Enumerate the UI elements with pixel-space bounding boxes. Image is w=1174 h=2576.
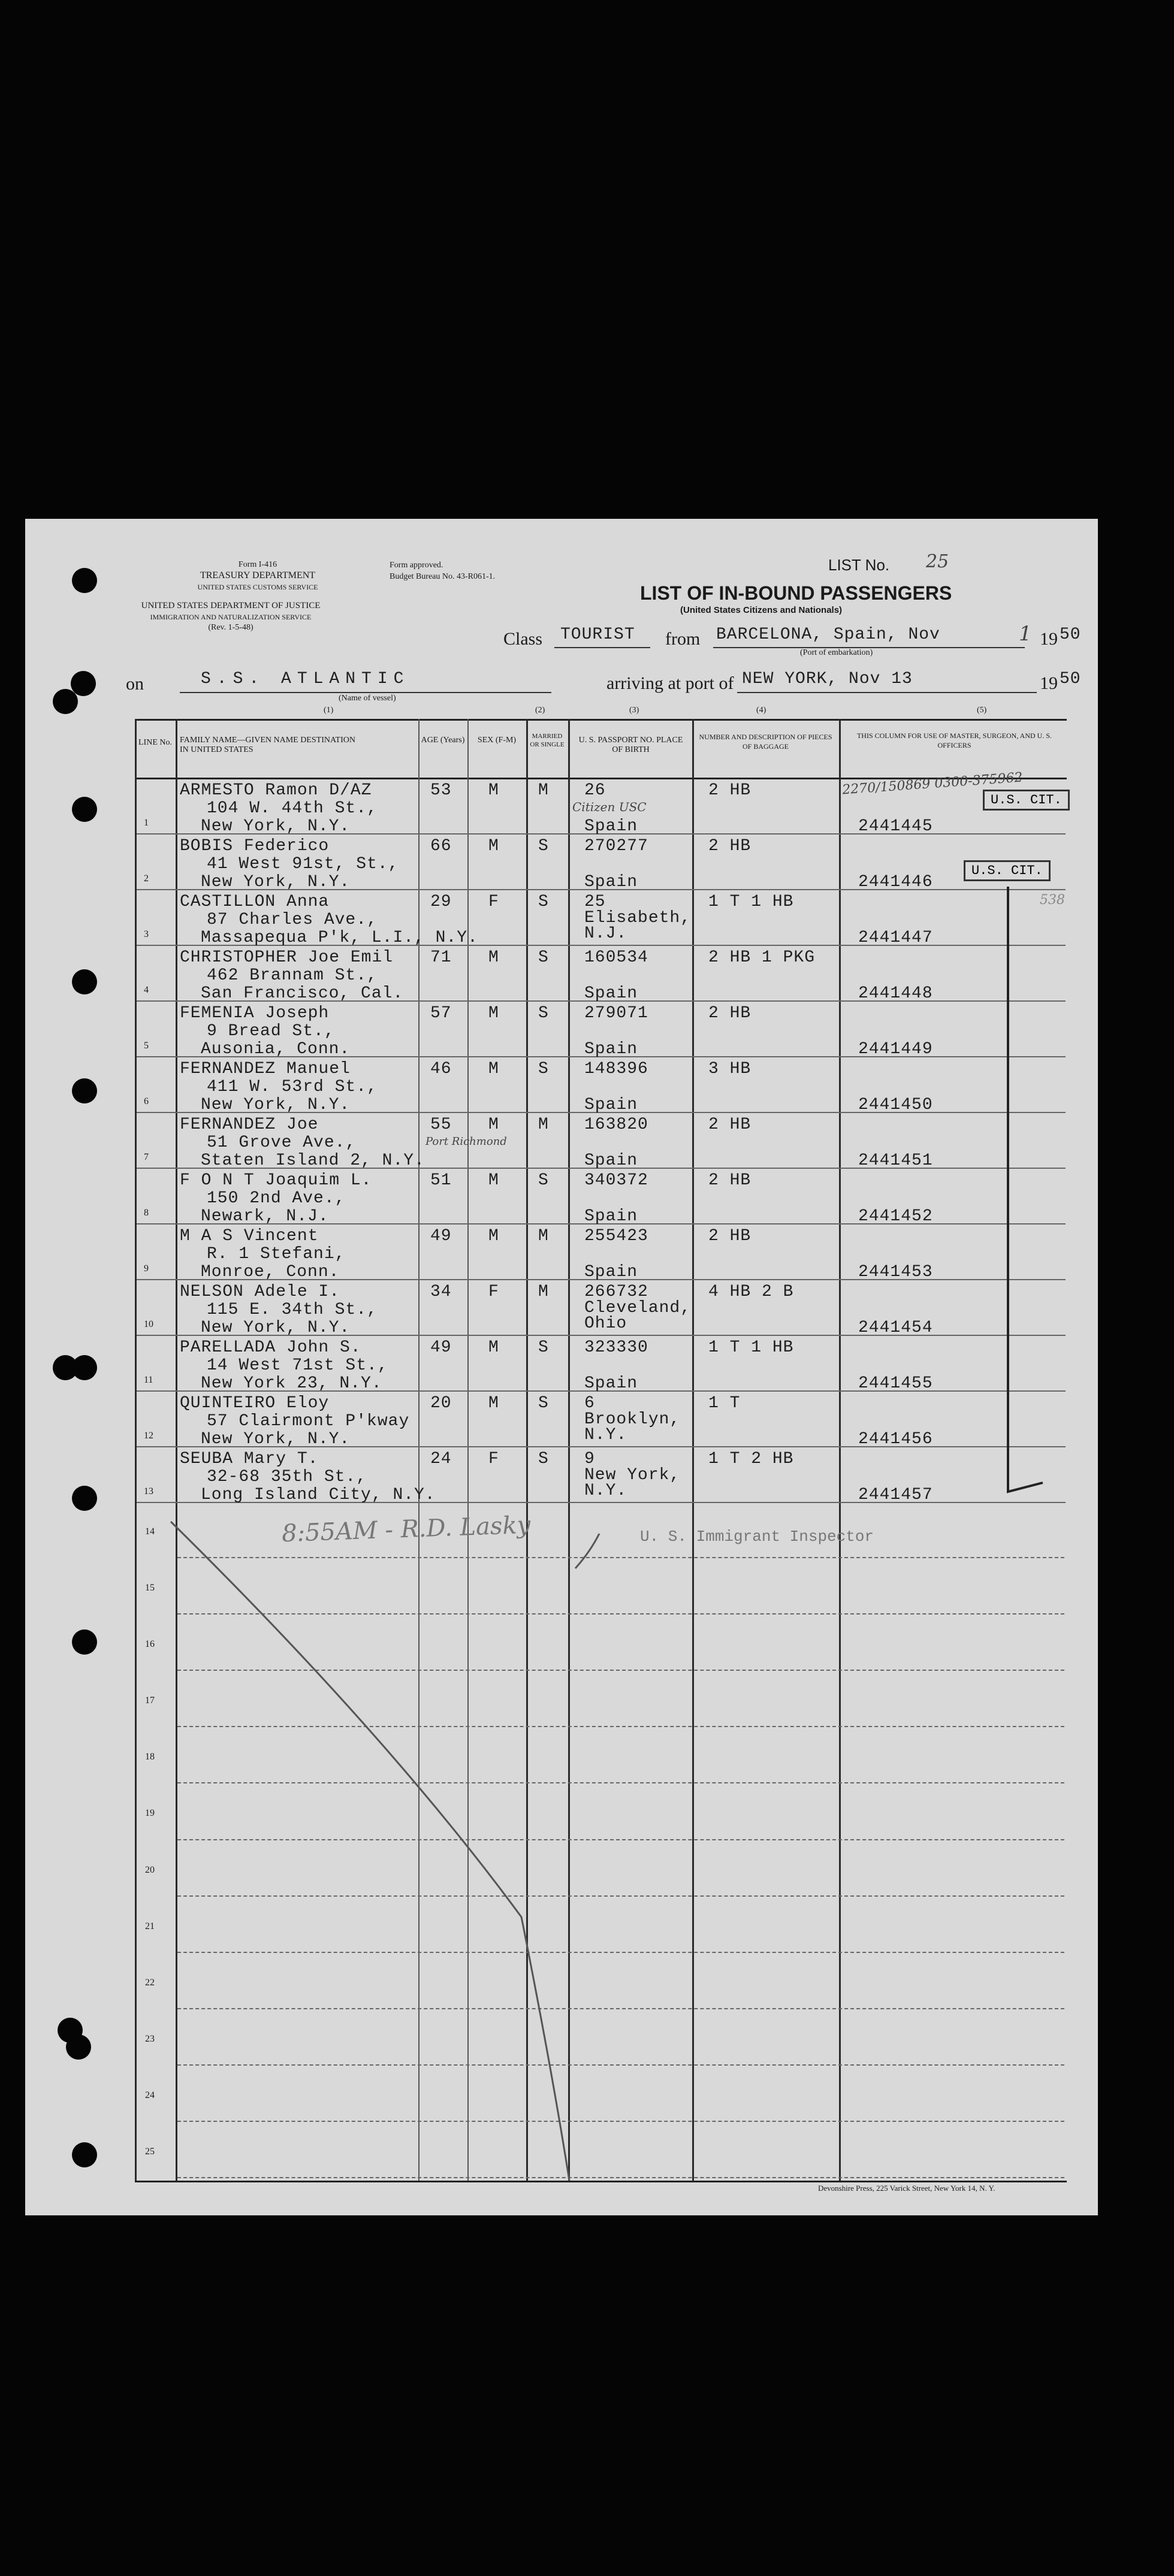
from-day: 1 <box>1019 622 1032 646</box>
passenger-address-city: Long Island City, N.Y. <box>201 1486 436 1504</box>
inspector-title: U. S. Immigrant Inspector <box>640 1528 874 1546</box>
officer-number: 2441452 <box>858 1207 933 1226</box>
citizen-stamp: U.S. CIT. <box>983 790 1070 811</box>
line-number: 10 <box>144 1319 153 1329</box>
from-year: 50 <box>1060 625 1081 644</box>
line-number: 20 <box>145 1864 155 1875</box>
passenger-sex: F <box>488 893 499 911</box>
line-number: 24 <box>145 2090 155 2100</box>
passport-number: 340372 <box>584 1171 648 1190</box>
line-number: 5 <box>144 1041 149 1051</box>
passenger-age: 24 <box>430 1450 452 1468</box>
passenger-name: F O N T Joaquim L. <box>180 1171 372 1190</box>
passenger-name: FERNANDEZ Manuel <box>180 1060 351 1078</box>
passenger-address-street: 41 West 91st, St., <box>207 855 399 873</box>
passenger-address-city: New York, N.Y. <box>201 1096 351 1114</box>
passenger-address-city: New York, N.Y. <box>201 817 351 836</box>
officer-number: 2441456 <box>858 1430 933 1449</box>
passport-number: 270277 <box>584 837 648 855</box>
passenger-sex: M <box>488 1171 499 1190</box>
page-subtitle: (United States Citizens and Nationals) <box>680 605 843 615</box>
customs-service: UNITED STATES CUSTOMS SERVICE <box>197 583 318 591</box>
officer-number: 2441453 <box>858 1263 933 1281</box>
line-number: 14 <box>145 1526 155 1537</box>
passenger-name: NELSON Adele I. <box>180 1283 340 1301</box>
page-title: LIST OF IN-BOUND PASSENGERS <box>640 582 952 604</box>
line-number: 3 <box>144 929 149 939</box>
col-num-5: (5) <box>977 706 987 715</box>
passenger-sex: M <box>488 1004 499 1023</box>
line-number: 13 <box>144 1486 153 1496</box>
officer-number: 2441448 <box>858 984 933 1003</box>
passenger-age: 49 <box>430 1338 452 1357</box>
line-number: 23 <box>145 2033 155 2044</box>
budget-bureau: Budget Bureau No. 43-R061-1. <box>390 572 496 581</box>
passenger-sex: M <box>488 1338 499 1357</box>
passenger-name: FERNANDEZ Joe <box>180 1115 319 1134</box>
baggage-description: 1 T 2 HB <box>708 1450 794 1468</box>
passenger-sex: M <box>488 1394 499 1413</box>
baggage-description: 1 T 1 HB <box>708 893 794 911</box>
officer-number: 2441446 <box>858 873 933 891</box>
header-passport: U. S. PASSPORT NO. PLACE OF BIRTH <box>578 736 683 754</box>
passenger-address-city: New York 23, N.Y. <box>201 1374 382 1393</box>
arriving-label: arriving at port of <box>606 673 734 693</box>
passport-number: 255423 <box>584 1227 648 1245</box>
col-num-2: (2) <box>535 706 545 715</box>
passenger-marital: S <box>538 837 549 855</box>
line-number: 6 <box>144 1096 149 1106</box>
officer-number: 2441447 <box>858 929 933 947</box>
passenger-marital: S <box>538 1004 549 1023</box>
from-value: BARCELONA, Spain, Nov <box>716 625 940 644</box>
place-of-birth: Spain <box>584 873 638 891</box>
passenger-address-street: R. 1 Stefani, <box>207 1245 346 1263</box>
passenger-age: 29 <box>430 893 452 911</box>
line-number: 11 <box>144 1375 153 1385</box>
place-of-birth: Spain <box>584 1151 638 1170</box>
passport-number: 163820 <box>584 1115 648 1134</box>
passenger-name: PARELLADA John S. <box>180 1338 361 1357</box>
passenger-age: 57 <box>430 1004 452 1023</box>
baggage-description: 2 HB <box>708 1115 752 1134</box>
passenger-sex: M <box>488 837 499 855</box>
baggage-description: 2 HB <box>708 1227 752 1245</box>
line-number: 8 <box>144 1208 149 1218</box>
line-number: 2 <box>144 873 149 884</box>
passenger-marital: M <box>538 1227 549 1245</box>
header-age: AGE (Years) <box>421 736 465 745</box>
form-approved: Form approved. <box>390 561 443 570</box>
passport-number: 6 <box>584 1394 595 1413</box>
passenger-address-city: Newark, N.J. <box>201 1207 329 1226</box>
passenger-sex: M <box>488 781 499 800</box>
arrival-value: NEW YORK, Nov 13 <box>742 670 913 688</box>
passenger-name: ARMESTO Ramon D/AZ <box>180 781 372 800</box>
passport-number: 279071 <box>584 1004 648 1023</box>
class-value: TOURIST <box>560 625 635 644</box>
passenger-marital: S <box>538 1450 549 1468</box>
passenger-address-street: 51 Grove Ave., <box>207 1133 357 1152</box>
passenger-address-city: New York, N.Y. <box>201 1319 351 1337</box>
officer-number: 2441455 <box>858 1374 933 1393</box>
passenger-marital: M <box>538 1115 549 1134</box>
from-label: from <box>665 629 701 649</box>
revision: (Rev. 1-5-48) <box>208 623 253 632</box>
passenger-marital: S <box>538 1338 549 1357</box>
officer-number: 2441450 <box>858 1096 933 1114</box>
passenger-address-city: Staten Island 2, N.Y. <box>201 1151 425 1170</box>
passenger-sex: M <box>488 1115 499 1134</box>
passenger-marital: S <box>538 1171 549 1190</box>
class-label: Class <box>503 629 543 649</box>
passenger-marital: M <box>538 1283 549 1301</box>
passenger-address-street: 411 W. 53rd St., <box>207 1078 378 1096</box>
passenger-name: BOBIS Federico <box>180 837 330 855</box>
line-number: 1 <box>144 818 149 828</box>
col-num-4: (4) <box>756 706 766 715</box>
passport-number: 148396 <box>584 1060 648 1078</box>
passenger-address-city: New York, N.Y. <box>201 1430 351 1449</box>
line-number: 15 <box>145 1583 155 1594</box>
list-number: 25 <box>926 551 949 572</box>
port-richmond-note: Port Richmond <box>425 1135 507 1148</box>
passenger-address-city: Massapequa P'k, L.I., N.Y. <box>201 929 478 947</box>
passenger-address-street: 9 Bread St., <box>207 1022 335 1041</box>
baggage-description: 1 T <box>708 1394 741 1413</box>
place-of-birth: Brooklyn, N.Y. <box>584 1410 681 1444</box>
citizen-stamp: U.S. CIT. <box>964 860 1051 881</box>
place-of-birth: Elisabeth, N.J. <box>584 909 692 943</box>
passenger-sex: M <box>488 1227 499 1245</box>
place-of-birth: Spain <box>584 984 638 1003</box>
officer-number: 2441445 <box>858 817 933 836</box>
baggage-description: 2 HB <box>708 1171 752 1190</box>
place-of-birth: Spain <box>584 1374 638 1393</box>
baggage-description: 2 HB <box>708 1004 752 1023</box>
header-baggage: NUMBER AND DESCRIPTION OF PIECES OF BAGGAGE <box>699 733 832 751</box>
passenger-age: 51 <box>430 1171 452 1190</box>
passenger-address-street: 57 Clairmont P'kway <box>207 1412 410 1431</box>
on-label: on <box>126 674 144 694</box>
passenger-address-street: 104 W. 44th St., <box>207 799 378 818</box>
passenger-age: 34 <box>430 1283 452 1301</box>
passenger-marital: S <box>538 948 549 967</box>
place-of-birth: Cleveland, Ohio <box>584 1299 692 1333</box>
passenger-sex: M <box>488 948 499 967</box>
passenger-address-city: Ausonia, Conn. <box>201 1040 351 1059</box>
port-embark-note: (Port of embarkation) <box>800 648 873 657</box>
passenger-address-city: San Francisco, Cal. <box>201 984 404 1003</box>
passport-number: 323330 <box>584 1338 648 1357</box>
baggage-description: 3 HB <box>708 1060 752 1078</box>
baggage-description: 2 HB 1 PKG <box>708 948 816 967</box>
passenger-name: SEUBA Mary T. <box>180 1450 319 1468</box>
col-num-3: (3) <box>629 706 639 715</box>
passenger-age: 55 <box>430 1115 452 1134</box>
line-number: 21 <box>145 1921 155 1931</box>
baggage-description: 1 T 1 HB <box>708 1338 794 1357</box>
passenger-age: 66 <box>430 837 452 855</box>
place-of-birth: Spain <box>584 1096 638 1114</box>
baggage-description: 4 HB 2 B <box>708 1283 794 1301</box>
line-number: 4 <box>144 985 149 995</box>
officer-number: 2441454 <box>858 1319 933 1337</box>
passenger-name: FEMENIA Joseph <box>180 1004 330 1023</box>
line-number: 25 <box>145 2146 155 2157</box>
passport-number: 26 <box>584 781 606 800</box>
vessel-name: S.S. ATLANTIC <box>201 670 410 688</box>
line-number: 18 <box>145 1752 155 1762</box>
passenger-marital: M <box>538 781 549 800</box>
passport-number: 160534 <box>584 948 648 967</box>
header-name: FAMILY NAME—GIVEN NAME DESTINATION IN UNITED STATES <box>180 736 355 754</box>
passenger-address-street: 87 Charles Ave., <box>207 911 378 929</box>
inspector-signature: 8:55AM - R.D. Lasky <box>281 1511 531 1548</box>
passenger-age: 46 <box>430 1060 452 1078</box>
passport-number: 266732 <box>584 1283 648 1301</box>
place-of-birth: New York, N.Y. <box>584 1466 681 1500</box>
header-officers: THIS COLUMN FOR USE OF MASTER, SURGEON, AND U. S. OFFICERS <box>856 731 1052 749</box>
passenger-marital: S <box>538 1394 549 1413</box>
baggage-description: 2 HB <box>708 781 752 800</box>
vessel-note: (Name of vessel) <box>339 694 396 703</box>
ins-label: IMMIGRATION AND NATURALIZATION SERVICE <box>150 613 312 621</box>
passenger-sex: F <box>488 1450 499 1468</box>
passenger-address-street: 150 2nd Ave., <box>207 1189 346 1208</box>
printer-credit: Devonshire Press, 225 Varick Street, New York 14, N. Y. <box>818 2184 995 2193</box>
passenger-address-city: New York, N.Y. <box>201 873 351 891</box>
line-number: 7 <box>144 1152 149 1162</box>
passenger-age: 71 <box>430 948 452 967</box>
treasury-dept: TREASURY DEPARTMENT <box>200 570 316 580</box>
line-number: 19 <box>145 1808 155 1819</box>
officer-numbers: 2270/150869 0300-375962 <box>841 770 1024 798</box>
passenger-address-city: Monroe, Conn. <box>201 1263 340 1281</box>
justice-dept: UNITED STATES DEPARTMENT OF JUSTICE <box>141 601 321 610</box>
arrival-year-prefix: 19 <box>1040 673 1058 693</box>
passenger-marital: S <box>538 1060 549 1078</box>
officer-number: 2441451 <box>858 1151 933 1170</box>
header-line: LINE No. <box>138 738 172 747</box>
passenger-sex: F <box>488 1283 499 1301</box>
citizen-note: Citizen USC <box>572 800 647 814</box>
line-number: 17 <box>145 1695 155 1706</box>
header-sex: SEX (F-M) <box>477 736 517 745</box>
line-number: 9 <box>144 1263 149 1274</box>
passenger-name: CASTILLON Anna <box>180 893 330 911</box>
place-of-birth: Spain <box>584 1263 638 1281</box>
col-num-1: (1) <box>324 706 334 715</box>
place-of-birth: Spain <box>584 817 638 836</box>
form-number: Form I-416 <box>238 560 277 569</box>
officer-number: 2441449 <box>858 1040 933 1059</box>
baggage-description: 2 HB <box>708 837 752 855</box>
passenger-age: 53 <box>430 781 452 800</box>
list-label: LIST No. <box>828 556 890 574</box>
passport-number: 25 <box>584 893 606 911</box>
passenger-name: CHRISTOPHER Joe Emil <box>180 948 394 967</box>
passenger-name: QUINTEIRO Eloy <box>180 1394 330 1413</box>
officer-number: 2441457 <box>858 1486 933 1504</box>
place-of-birth: Spain <box>584 1040 638 1059</box>
margin-mark: 538 <box>1040 893 1065 908</box>
line-number: 22 <box>145 1977 155 1988</box>
passenger-age: 49 <box>430 1227 452 1245</box>
header-married: MARRIED OR SINGLE <box>530 733 565 748</box>
place-of-birth: Spain <box>584 1207 638 1226</box>
line-number: 12 <box>144 1431 153 1441</box>
passenger-sex: M <box>488 1060 499 1078</box>
passenger-name: M A S Vincent <box>180 1227 319 1245</box>
from-year-prefix: 19 <box>1040 629 1058 649</box>
line-number: 16 <box>145 1639 155 1650</box>
passport-number: 9 <box>584 1450 595 1468</box>
passenger-address-street: 115 E. 34th St., <box>207 1301 378 1319</box>
arrival-year: 50 <box>1060 670 1081 688</box>
passenger-address-street: 14 West 71st St., <box>207 1356 388 1375</box>
passenger-marital: S <box>538 893 549 911</box>
passenger-address-street: 462 Brannam St., <box>207 966 378 985</box>
passenger-address-street: 32-68 35th St., <box>207 1468 367 1486</box>
passenger-age: 20 <box>430 1394 452 1413</box>
